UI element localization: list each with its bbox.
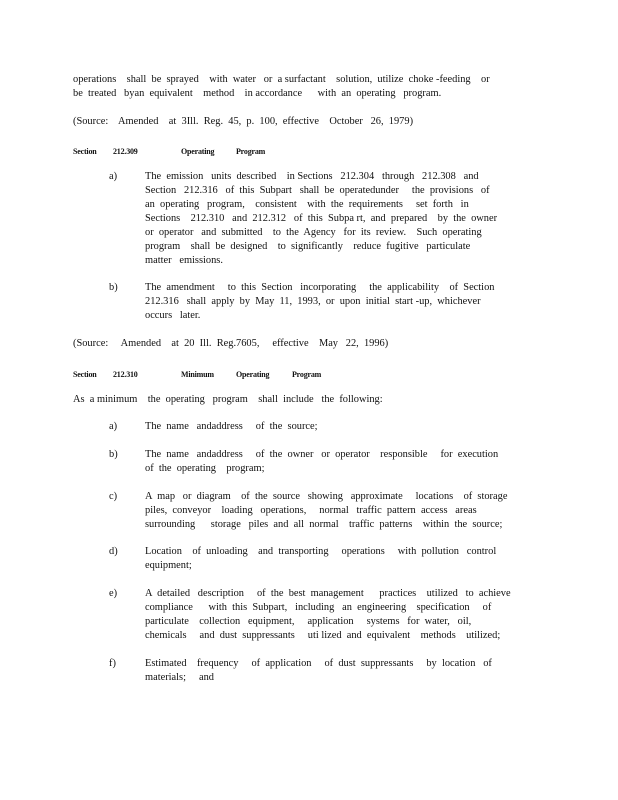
item-text: A map or diagram of the source showing approximate locations of storage piles, conveyor loading operations, normal traffic pattern access areas surrounding storage piles and all normal traffic patterns within the source; bbox=[145, 491, 508, 530]
text-line: operations shall be sprayed with water or a surfactant solution, utilize choke -feeding or bbox=[73, 74, 490, 85]
item-text: The amendment to this Section incorporating the applicability of Section 212.316 shall apply by May 11, 1993, or upon initial start -up, whichever occurs later. bbox=[145, 282, 495, 321]
section-label: Section bbox=[73, 370, 97, 379]
item-text: A detailed description of the best management practices utilized to achieve compliance with this Subpart, including an engineering specification of particulate collection equipment, application systems for water, oil, chemicals and dust suppressants uti lized and equivalent methods utilized; bbox=[145, 588, 511, 641]
section-title-word: Program bbox=[292, 370, 322, 379]
intro-paragraph bbox=[73, 73, 503, 101]
section-title-word: Operating bbox=[181, 147, 215, 156]
item-label: a) bbox=[109, 421, 118, 432]
section-number: 212.309 bbox=[113, 147, 138, 156]
section-intro: As a minimum the operating program shall include the following: bbox=[73, 394, 383, 405]
item-label: a) bbox=[109, 171, 118, 182]
item-label: b) bbox=[109, 449, 118, 460]
list-item bbox=[109, 448, 509, 478]
item-label: b) bbox=[109, 282, 118, 293]
item-label: c) bbox=[109, 491, 118, 502]
section-heading-310 bbox=[73, 368, 373, 380]
section-number: 212.310 bbox=[113, 370, 138, 379]
list-item bbox=[109, 281, 509, 325]
list-item bbox=[109, 657, 509, 687]
source-note: (Source: Amended at 3Ill. Reg. 45, p. 100, effective October 26, 1979) bbox=[73, 116, 414, 127]
list-item bbox=[109, 420, 509, 436]
item-label: f) bbox=[109, 658, 116, 669]
section-title-word: Program bbox=[236, 147, 266, 156]
item-text: Estimated frequency of application of dust suppressants by location of materials; and bbox=[145, 658, 492, 683]
item-text: The emission units described in Sections 212.304 through 212.308 and Section 212.316 of this Subpart shall be operatedunder the provisions of an operating program, consistent with the requirements set forth in Sections 212.310 and 212.312 of this Subpa rt, and prepared by the owner or operator and submitted to the Agency for its review. Such operating program shall be designed to significantly reduce fugitive particulate matter emissions. bbox=[145, 171, 498, 266]
section-title-word: Operating bbox=[236, 370, 270, 379]
item-text: The name andaddress of the source; bbox=[145, 421, 318, 432]
item-label: d) bbox=[109, 546, 118, 557]
section-label: Section bbox=[73, 147, 97, 156]
list-item bbox=[109, 490, 509, 534]
list-item bbox=[109, 170, 509, 270]
item-label: e) bbox=[109, 588, 118, 599]
list-item bbox=[109, 545, 509, 575]
list-item bbox=[109, 587, 509, 645]
item-text: Location of unloading and transporting operations with pollution control equipment; bbox=[145, 546, 497, 571]
source-note: (Source: Amended at 20 Ill. Reg.7605, effective May 22, 1996) bbox=[73, 338, 389, 349]
item-text: The name andaddress of the owner or operator responsible for execution of the operating program; bbox=[145, 449, 499, 474]
section-heading-309 bbox=[73, 145, 373, 157]
section-title-word: Minimum bbox=[181, 370, 214, 379]
text-line: be treated byan equivalent method in accordance with an operating program. bbox=[73, 88, 442, 99]
